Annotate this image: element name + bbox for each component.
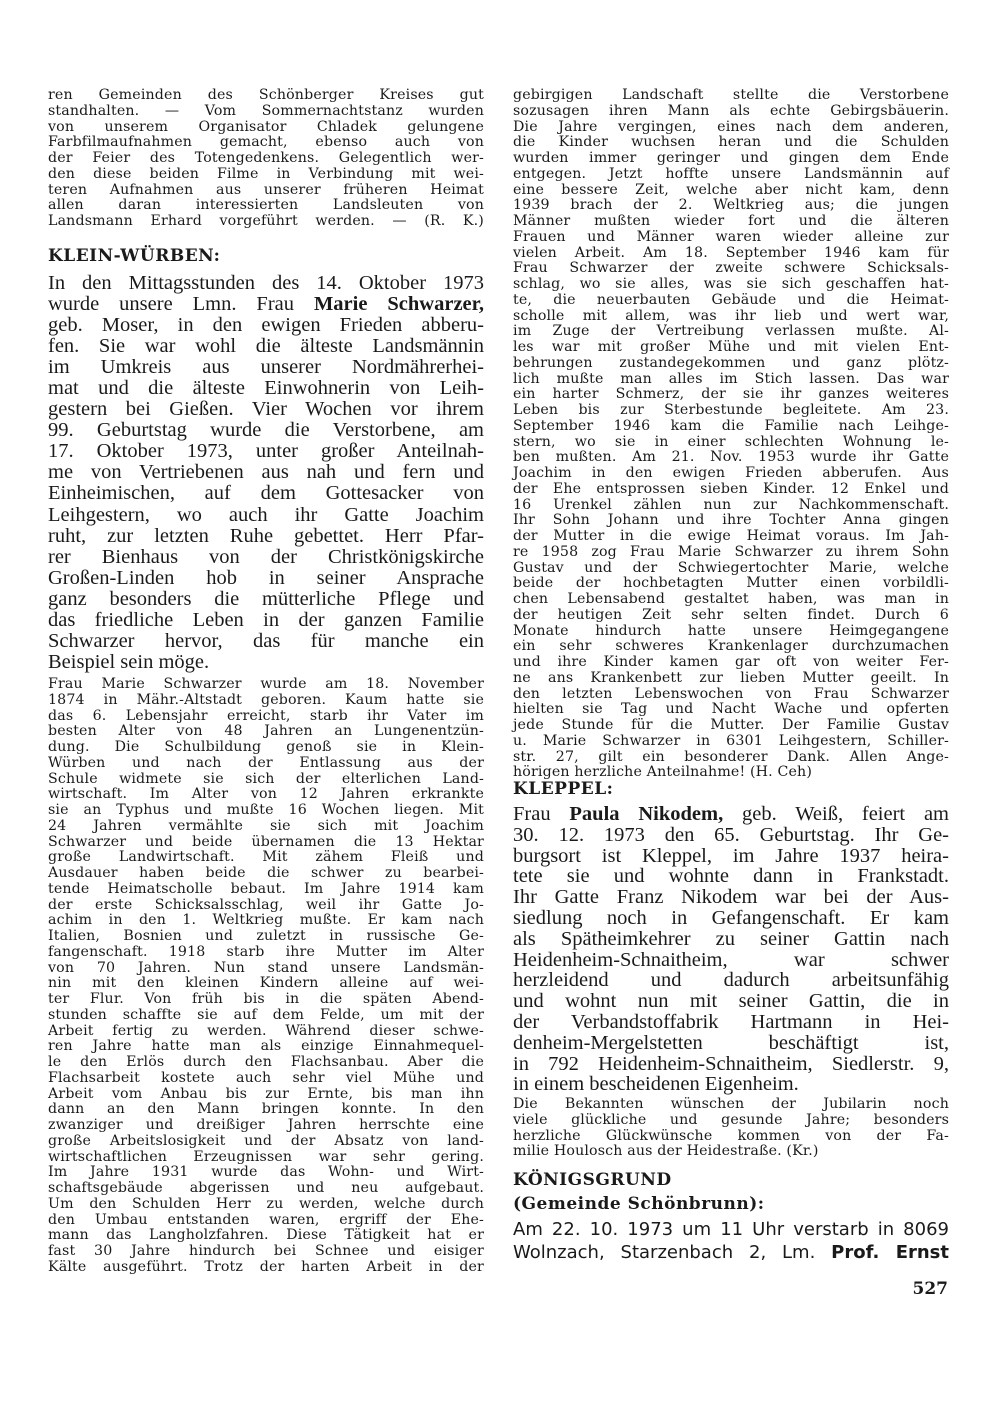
text-line: Ihr Gatte Franz Nikodem war bei der Aus- — [513, 886, 949, 909]
text-line: Arbeit fertig zu werden. Während dieser schwe- — [48, 1022, 484, 1039]
text-line: September 1946 kam die Familie nach Leihge- — [513, 417, 949, 434]
obituary-paragraph — [48, 273, 484, 673]
text-line: lich mußte man alles im Stich lassen. Das war — [513, 370, 949, 387]
text-line: Heidenheim-Schnaitheim, war schwer — [513, 948, 949, 971]
text-segment: geb. Weiß, feiert am — [723, 803, 949, 825]
text-line: das friedliche Leben in der ganzen Familie — [48, 608, 484, 631]
text-line: Um den Schulden Herr zu werden, welche durch — [48, 1195, 484, 1212]
text-line: ganz besonders die mütterliche Pflege und — [48, 587, 484, 610]
text-line: hörigen herzliche Anteilnahme! (H. Ceh) — [513, 764, 813, 781]
text-line: schaftsgebäude abgerissen und neu aufgebaut. — [48, 1180, 484, 1196]
page-number: 527 — [912, 1279, 948, 1299]
text-line: 17. Oktober 1973, unter großer Anteilnah- — [48, 440, 484, 463]
kleppel-wishes-paragraph — [513, 1097, 949, 1160]
text-line: eine bessere Zeit, welche aber nicht kam, denn — [513, 181, 949, 198]
text-line: und wohnt nun mit seiner Gattin, die in — [513, 990, 949, 1013]
text-line: tete sie und wohnte dann in Frankstadt. — [513, 865, 949, 888]
text-line: wurden immer geringer und gingen dem Ende — [513, 150, 949, 166]
text-line: besten Alter von 48 Jahren an Lungenentzün- — [48, 723, 484, 740]
koenigsgrund-paragraph — [513, 1218, 949, 1264]
text-line: siedlung noch in Gefangenschaft. Er kam — [513, 906, 949, 929]
text-line: tende Heimatscholle bebaut. Im Jahre 1914 kam — [48, 880, 484, 897]
text-line: der Ehe entsprossen sieben Kinder. 12 Enkel und — [513, 480, 949, 497]
text-line: Italien, Bosnien und zuletzt in russische Ge- — [48, 928, 484, 944]
bold-name: Prof. Ernst — [831, 1242, 949, 1263]
text-line: me von Vertriebenen aus nah und fern und — [48, 461, 484, 484]
text-line: ruht, zur letzten Ruhe gebettet. Herr Pfar- — [48, 524, 484, 547]
text-line: Ausdauer haben beide die schwer zu bearbei- — [48, 865, 484, 881]
intro-paragraph — [48, 88, 484, 230]
text-line: Frau Schwarzer der zweite schwere Schicksals- — [513, 260, 949, 277]
text-line: Würben und nach der Entlassung aus der — [48, 754, 484, 771]
text-line: Gustav und der Schwiegertochter Marie, welche — [513, 559, 949, 576]
bold-name: Marie Schwarzer, — [313, 293, 484, 316]
text-line: re 1958 zog Frau Marie Schwarzer zu ihrem Sohn — [513, 543, 949, 560]
text-line: Leben bis zur Sterbestunde begleitete. Am 23. — [513, 402, 949, 418]
text-line: der Mutter in die ewige Heimat voraus. Im Jah- — [513, 528, 949, 544]
text-line: Einheimischen, auf dem Gottesacker von — [48, 482, 484, 505]
text-line: zwanziger und dreißiger Jahren herrschte eine — [48, 1117, 484, 1133]
text-line: von 70 Jahren. Nun stand unsere Landsmän- — [48, 959, 484, 976]
text-line: entgegen. Jetzt hoffte unsere Landsmännin auf — [513, 165, 949, 182]
text-line: te, die neuerbauten Gebäude und die Heimat- — [513, 291, 949, 308]
text-line: 16 Urenkel zählen nun zur Nachkommenschaft. — [513, 496, 949, 513]
text-line: les war mit großer Mühe und mit vielen Ent- — [513, 339, 949, 355]
text-line: 30. 12. 1973 den 65. Geburtstag. Ihr Ge- — [513, 823, 949, 846]
text-line: gebirgigen Landschaft stellte die Verstorbene — [513, 87, 949, 103]
text-line: Frauen und Männer waren wieder alleine zur — [513, 228, 949, 245]
text-line: jede Stunde für die Mutter. Der Familie Gustav — [513, 717, 949, 733]
text-line: ren Gemeinden des Schönberger Kreises gut — [48, 87, 484, 103]
text-line: achim in den 1. Weltkrieg mußte. Er kam nach — [48, 912, 484, 929]
section-heading-kleppel: KLEPPEL: — [513, 779, 614, 799]
text-line: wirtschaftlichen Erzeugnissen war sehr gering. — [48, 1148, 484, 1165]
text-line: mat und die älteste Einwohnerin von Leih- — [48, 377, 484, 400]
text-line: Großen-Linden hob in seiner Ansprache — [48, 566, 484, 589]
text-segment: Frau — [513, 803, 570, 825]
text-line: in einem bescheidenen Eigenheim. — [513, 1073, 799, 1096]
text-line: 99. Geburtstag wurde die Verstorbene, am — [48, 419, 484, 442]
text-line: große Landwirtschaft. Mit zähem Fleiß und — [48, 849, 484, 866]
text-line: Leihgestern, wo auch ihr Gatte Joachim — [48, 503, 484, 526]
text-line: Farbfilmaufnahmen gemacht, ebenso auch von — [48, 134, 484, 151]
text-line: teren Aufnahmen aus unserer früheren Heimat — [48, 181, 484, 198]
biography-continued-paragraph — [513, 88, 949, 781]
text-line: burgsort ist Kleppel, im Jahre 1937 heira- — [513, 844, 949, 867]
text-line: wirtschaft. Im Alter von 12 Jahren erkrankte — [48, 786, 484, 803]
text-line: Schwarzer und beide übernamen die 13 Hektar — [48, 833, 484, 850]
text-line: Im Jahre 1931 wurde das Wohn- und Wirt- — [48, 1164, 484, 1181]
text-line: 1874 in Mähr.-Altstadt geboren. Kaum hatte sie — [48, 691, 484, 708]
text-line: milie Houlosch aus der Heidestraße. (Kr.) — [513, 1143, 819, 1160]
text-line: Monate hindurch hatte unsere Heimgegangene — [513, 622, 949, 639]
text-line: ter Flur. Von früh bis in die späten Abend- — [48, 991, 484, 1007]
text-line: Am 22. 10. 1973 um 11 Uhr verstarb in 8069 — [513, 1219, 949, 1240]
text-line: Beispiel sein möge. — [48, 650, 210, 673]
text-line: das 6. Lebensjahr erreicht, starb ihr Vater im — [48, 707, 484, 724]
text-line: den letzten Lebenswochen von Frau Schwarzer — [513, 685, 949, 702]
text-segment: Wolnzach, Starzenbach 2, Lm. — [513, 1242, 832, 1263]
section-heading-klein-wuerben: KLEIN-WÜRBEN: — [48, 246, 221, 266]
text-line: Frau Marie Schwarzer wurde am 18. November — [48, 676, 484, 692]
text-line: dann an den Mann bringen konnte. In den — [48, 1101, 484, 1118]
text-line: Schule widmete sie sich der elterlichen Land- — [48, 770, 484, 787]
text-line: beide der hochbetagten Mutter einen vorbildli- — [513, 575, 949, 592]
text-line: Joachim in den ewigen Frieden abberufen. Aus — [513, 465, 949, 481]
text-line: Landsmann Erhard vorgeführt werden. — (R. K.) — [48, 213, 484, 229]
biography-paragraph — [48, 677, 484, 1276]
text-line: den Umbau entstanden waren, ergriff der Ehe- — [48, 1211, 484, 1228]
text-line: sie an Typhus und mußte 16 Wochen liegen. Mit — [48, 802, 484, 818]
text-line: u. Marie Schwarzer in 6301 Leihgestern, Schiller- — [513, 732, 949, 749]
text-line: Flachsarbeit kostete auch sehr viel Mühe und — [48, 1069, 484, 1086]
text-line: ren Jahre hatte man als einzige Einnahmequel- — [48, 1038, 484, 1055]
text-line: hielten sie Tag und Nacht Wache und opferten — [513, 701, 949, 718]
text-line: Männer mußten wieder fort und die älteren — [513, 213, 949, 229]
text-line: sozusagen ihren Mann als echte Gebirgsbäuerin. — [513, 102, 949, 119]
text-line: fast 30 Jahre hindurch bei Schnee und eisiger — [48, 1243, 484, 1259]
section-heading-koenigsgrund: KÖNIGSGRUND — [513, 1170, 672, 1190]
text-line: schlag, wo sie alles, was sie sich geschaffen hat- — [513, 276, 949, 292]
text-line: der erste Schicksalsschlag, weil ihr Gatte Jo- — [48, 896, 484, 913]
text-line: herzliche Glückwünsche kommen von der Fa- — [513, 1127, 949, 1144]
text-line: str. 27, gilt ein besonderer Dank. Allen Ange- — [513, 748, 949, 765]
text-line: In den Mittagsstunden des 14. Oktober 1973 — [48, 272, 484, 294]
text-line: 24 Jahren vermählte sie sich mit Joachim — [48, 817, 484, 834]
text-line: der heutigen Zeit sehr selten findet. Durch 6 — [513, 606, 949, 623]
text-line: Die Jahre vergingen, eines nach dem anderen, — [513, 118, 949, 135]
text-line: der Verbandstoffabrik Hartmann in Hei- — [513, 1010, 949, 1033]
text-line: und ihre Kinder kamen gar oft von weiter Fer- — [513, 654, 949, 670]
text-line: geb. Moser, in den ewigen Frieden abberu- — [48, 314, 484, 337]
text-line: mann das Langholzfahren. Diese Tätigkeit hat er — [48, 1227, 484, 1244]
text-line: Arbeit vom Anbau bis zur Ernte, bis man ihn — [48, 1085, 484, 1102]
text-line: ein harter Schmerz, der sie ihr ganzes weiteres — [513, 386, 949, 403]
text-line: standhalten. — Vom Sommernachtstanz wurden — [48, 102, 484, 119]
text-line: Schwarzer hervor, das für manche ein — [48, 629, 484, 652]
text-line: 1939 brach der 2. Weltkrieg aus; die jungen — [513, 197, 949, 214]
text-line: stern, wo sie in einer schlechten Wohnung le- — [513, 433, 949, 450]
text-line: vielen Arbeit. Am 18. September 1946 kam für — [513, 244, 949, 261]
text-line: ein sehr schweres Krankenlager durchzumachen — [513, 638, 949, 655]
text-line: fangenschaft. 1918 starb ihre Mutter im Alter — [48, 943, 484, 960]
text-line: die Kinder wuchsen heran und die Schulden — [513, 134, 949, 151]
text-line: chen Lebensabend gestaltet haben, was man in — [513, 591, 949, 607]
text-line: Die Bekannten wünschen der Jubilarin noch — [513, 1096, 949, 1112]
bold-name: Paula Nikodem, — [569, 803, 724, 825]
text-line: behrungen zustandegekommen und ganz plötz- — [513, 354, 949, 371]
text-line: stunden schaffte sie auf dem Felde, um mit der — [48, 1006, 484, 1023]
text-line: als Spätheimkehrer zu seiner Gattin nach — [513, 927, 949, 950]
section-subheading-gemeinde: (Gemeinde Schönbrunn): — [513, 1194, 765, 1214]
text-line: den diese beiden Filme in Verbindung mit wei- — [48, 165, 484, 182]
text-line: Kälte ausgeführt. Trotz der harten Arbeit in der — [48, 1258, 484, 1275]
text-line — [48, 294, 484, 315]
text-line: im Zuge der Vertreibung verlassen mußte. Al- — [513, 323, 949, 340]
text-line: große Arbeitslosigkeit und der Absatz von land- — [48, 1132, 484, 1149]
text-line: ne ans Krankenbett zur lieben Mutter geeilt. In — [513, 669, 949, 686]
text-line: von unserem Organisator Chladek gelungene — [48, 118, 484, 135]
text-line — [513, 1241, 949, 1264]
text-line: allen daran interessierten Landsleuten von — [48, 197, 484, 214]
kleppel-paragraph — [513, 804, 949, 1095]
text-segment: wurde unsere Lmn. Frau — [48, 293, 314, 316]
text-line: nin mit den kleinen Kindern alleine auf wei- — [48, 975, 484, 992]
text-line: gestern bei Gießen. Vier Wochen vor ihrem — [48, 398, 484, 421]
text-line: in 792 Heidenheim-Schnaitheim, Siedlerstr. 9, — [513, 1052, 949, 1075]
text-line: herzleidend und dadurch arbeitsunfähig — [513, 969, 949, 992]
text-line — [513, 804, 949, 825]
text-line: fen. Sie war wohl die älteste Landsmännin — [48, 335, 484, 358]
text-line: der Feier des Totengedenkens. Gelegentlich wer- — [48, 150, 484, 166]
text-line: dung. Die Schulbildung genoß sie in Klein- — [48, 739, 484, 755]
text-line: denheim-Mergelstetten beschäftigt ist, — [513, 1031, 949, 1054]
text-line: ben mußten. Am 21. Nov. 1953 wurde ihr Gatte — [513, 449, 949, 466]
text-line: rer Bienhaus von der Christkönigskirche — [48, 545, 484, 568]
text-line: le den Erlös durch den Flachsanbau. Aber die — [48, 1054, 484, 1070]
text-line: scholle mit allem, was ihr lieb und wert war, — [513, 307, 949, 324]
text-line: Ihr Sohn Johann und ihre Tochter Anna gingen — [513, 512, 949, 529]
text-line: viele glückliche und gesunde Jahre; besonders — [513, 1111, 949, 1128]
text-line: im Umkreis aus unserer Nordmährerhei- — [48, 356, 484, 379]
